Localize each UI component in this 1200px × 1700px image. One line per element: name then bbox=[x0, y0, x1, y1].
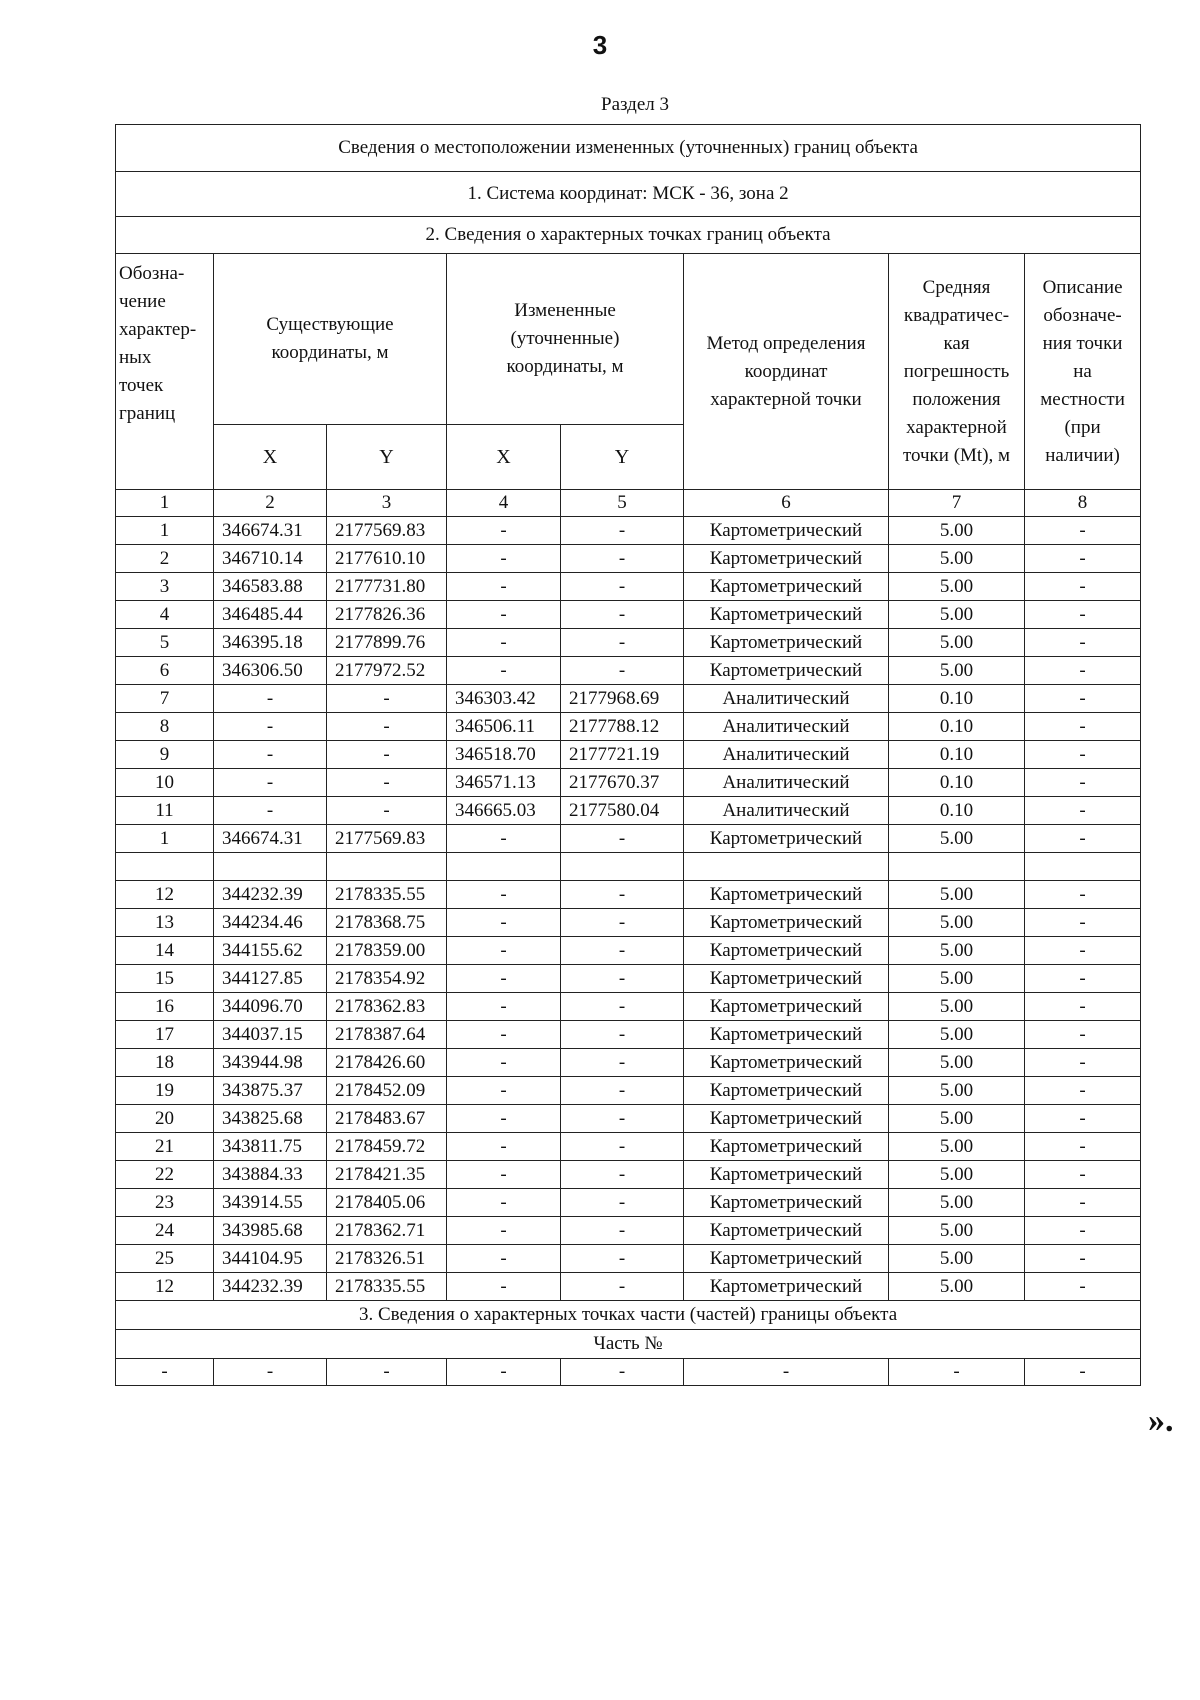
table-cell: - bbox=[1025, 769, 1141, 797]
table-cell: - bbox=[447, 1273, 561, 1301]
table-cell: 346583.88 bbox=[214, 573, 327, 601]
table-row bbox=[116, 909, 1141, 937]
table-cell: 2177968.69 bbox=[561, 685, 684, 713]
table-cell: 344232.39 bbox=[214, 1273, 327, 1301]
closing-quote: ». bbox=[1148, 1402, 1174, 1439]
table-cell: 2178354.92 bbox=[327, 965, 447, 993]
table-cell: 346665.03 bbox=[447, 797, 561, 825]
table-row bbox=[116, 1021, 1141, 1049]
part-number-label: Часть № bbox=[116, 1330, 1141, 1359]
table-cell: 5.00 bbox=[889, 965, 1025, 993]
header-method bbox=[684, 254, 889, 490]
table-cell: - bbox=[1025, 601, 1141, 629]
table-cell: Картометрический bbox=[684, 1021, 889, 1049]
table-cell: 2177788.12 bbox=[561, 713, 684, 741]
table-cell bbox=[116, 853, 214, 881]
table-cell: Аналитический bbox=[684, 769, 889, 797]
part-cell: - bbox=[447, 1359, 561, 1386]
table-cell: 5.00 bbox=[889, 1273, 1025, 1301]
table-row bbox=[116, 685, 1141, 713]
table-cell: - bbox=[1025, 1245, 1141, 1273]
table-cell: 344037.15 bbox=[214, 1021, 327, 1049]
table-cell: - bbox=[327, 797, 447, 825]
table-cell: - bbox=[214, 741, 327, 769]
table-cell: Картометрический bbox=[684, 965, 889, 993]
table-cell: 2177670.37 bbox=[561, 769, 684, 797]
table-cell bbox=[684, 853, 889, 881]
table-cell: 346674.31 bbox=[214, 517, 327, 545]
table-cell: - bbox=[1025, 1189, 1141, 1217]
table-cell: 346518.70 bbox=[447, 741, 561, 769]
table-cell: 344096.70 bbox=[214, 993, 327, 1021]
table-cell: 343875.37 bbox=[214, 1077, 327, 1105]
header-mse bbox=[889, 254, 1025, 490]
table-row bbox=[116, 713, 1141, 741]
table-cell: 5.00 bbox=[889, 573, 1025, 601]
table-cell: - bbox=[447, 965, 561, 993]
table-cell: 5.00 bbox=[889, 1189, 1025, 1217]
table-cell: 2178421.35 bbox=[327, 1161, 447, 1189]
table-cell: - bbox=[1025, 797, 1141, 825]
table-cell: - bbox=[1025, 1273, 1141, 1301]
table-cell: 19 bbox=[116, 1077, 214, 1105]
table-cell: - bbox=[327, 741, 447, 769]
table-cell: Картометрический bbox=[684, 993, 889, 1021]
part-cell: - bbox=[214, 1359, 327, 1386]
table-cell: 346303.42 bbox=[447, 685, 561, 713]
table-cell bbox=[214, 853, 327, 881]
table-row bbox=[116, 517, 1141, 545]
table-cell: - bbox=[447, 657, 561, 685]
table-cell: - bbox=[447, 825, 561, 853]
table-cell: - bbox=[1025, 825, 1141, 853]
table-row bbox=[116, 965, 1141, 993]
header-mse-text: Средняя квадратичес- кая погрешность положения характерной точки (Mt), м bbox=[902, 276, 1011, 466]
column-numbers-row bbox=[116, 490, 1141, 517]
table-cell: 2178335.55 bbox=[327, 1273, 447, 1301]
boundary-points-table bbox=[115, 124, 1141, 1386]
table-cell: 346306.50 bbox=[214, 657, 327, 685]
table-cell: 2178335.55 bbox=[327, 881, 447, 909]
table-cell: - bbox=[561, 825, 684, 853]
table-cell: Аналитический bbox=[684, 741, 889, 769]
table-row bbox=[116, 881, 1141, 909]
table-cell: - bbox=[447, 1049, 561, 1077]
table-cell: - bbox=[447, 601, 561, 629]
column-number: 6 bbox=[684, 490, 889, 517]
header-existing-x: X bbox=[214, 425, 327, 490]
table-cell: 12 bbox=[116, 881, 214, 909]
table-cell bbox=[1025, 853, 1141, 881]
table-cell bbox=[447, 853, 561, 881]
part-data-row bbox=[116, 1359, 1141, 1386]
table-row bbox=[116, 769, 1141, 797]
table-cell: Картометрический bbox=[684, 825, 889, 853]
table-cell: - bbox=[1025, 993, 1141, 1021]
table-cell: - bbox=[327, 685, 447, 713]
table-cell: 2178326.51 bbox=[327, 1245, 447, 1273]
table-cell: Картометрический bbox=[684, 1161, 889, 1189]
table-cell: 3 bbox=[116, 573, 214, 601]
table-cell: 5.00 bbox=[889, 1049, 1025, 1077]
table-cell: Картометрический bbox=[684, 573, 889, 601]
table-cell: Аналитический bbox=[684, 713, 889, 741]
table-cell: Картометрический bbox=[684, 1189, 889, 1217]
table-cell: 344127.85 bbox=[214, 965, 327, 993]
table-cell: 5.00 bbox=[889, 1105, 1025, 1133]
table-cell: Картометрический bbox=[684, 545, 889, 573]
table-cell: 344234.46 bbox=[214, 909, 327, 937]
table-cell: - bbox=[1025, 1077, 1141, 1105]
table-cell: 8 bbox=[116, 713, 214, 741]
header-designation-text: Обозна- чение характер- ных точек границ bbox=[119, 263, 197, 424]
table-cell: Аналитический bbox=[684, 685, 889, 713]
table-cell: 15 bbox=[116, 965, 214, 993]
table-cell: - bbox=[447, 881, 561, 909]
table-cell: Аналитический bbox=[684, 797, 889, 825]
table-cell: 2177569.83 bbox=[327, 825, 447, 853]
table-cell: - bbox=[447, 1217, 561, 1245]
table-cell: 25 bbox=[116, 1245, 214, 1273]
table-cell: 9 bbox=[116, 741, 214, 769]
table-cell: 7 bbox=[116, 685, 214, 713]
table-cell: 5.00 bbox=[889, 1077, 1025, 1105]
table-cell: 5.00 bbox=[889, 881, 1025, 909]
table-cell: 22 bbox=[116, 1161, 214, 1189]
table-cell: 346395.18 bbox=[214, 629, 327, 657]
table-cell: - bbox=[447, 1105, 561, 1133]
table-cell: 343825.68 bbox=[214, 1105, 327, 1133]
table-cell: 23 bbox=[116, 1189, 214, 1217]
table-cell: - bbox=[561, 573, 684, 601]
table-cell: - bbox=[561, 937, 684, 965]
column-number: 1 bbox=[116, 490, 214, 517]
table-cell: - bbox=[561, 965, 684, 993]
table-cell: - bbox=[327, 769, 447, 797]
table-cell: 5.00 bbox=[889, 629, 1025, 657]
table-title: Сведения о местоположении измененных (уточненных) границ объекта bbox=[116, 125, 1141, 172]
table-cell: - bbox=[447, 573, 561, 601]
table-cell: 344232.39 bbox=[214, 881, 327, 909]
table-cell: - bbox=[1025, 1161, 1141, 1189]
table-cell: 343985.68 bbox=[214, 1217, 327, 1245]
table-row bbox=[116, 853, 1141, 881]
table-row bbox=[116, 1189, 1141, 1217]
table-cell: 2177899.76 bbox=[327, 629, 447, 657]
column-number: 8 bbox=[1025, 490, 1141, 517]
table-cell: - bbox=[1025, 1105, 1141, 1133]
table-row bbox=[116, 545, 1141, 573]
table-cell: - bbox=[1025, 741, 1141, 769]
table-cell: 0.10 bbox=[889, 713, 1025, 741]
table-cell: - bbox=[1025, 629, 1141, 657]
table-row bbox=[116, 741, 1141, 769]
table-cell: - bbox=[447, 1189, 561, 1217]
table-row bbox=[116, 1049, 1141, 1077]
table-cell: 5.00 bbox=[889, 993, 1025, 1021]
table-cell: 343944.98 bbox=[214, 1049, 327, 1077]
table-cell: - bbox=[1025, 517, 1141, 545]
table-cell bbox=[327, 853, 447, 881]
table-cell: 5 bbox=[116, 629, 214, 657]
table-cell: 13 bbox=[116, 909, 214, 937]
table-cell: - bbox=[1025, 1217, 1141, 1245]
table-cell: - bbox=[447, 1245, 561, 1273]
table-cell: 346674.31 bbox=[214, 825, 327, 853]
table-cell: 0.10 bbox=[889, 685, 1025, 713]
table-cell: 346571.13 bbox=[447, 769, 561, 797]
table-cell: - bbox=[447, 629, 561, 657]
header-description-text: Описание обозначе- ния точки на местности (при наличии) bbox=[1040, 276, 1125, 466]
table-cell: - bbox=[1025, 1021, 1141, 1049]
table-cell: - bbox=[447, 545, 561, 573]
table-cell: 14 bbox=[116, 937, 214, 965]
table-cell: 4 bbox=[116, 601, 214, 629]
table-cell: - bbox=[1025, 1049, 1141, 1077]
table-cell: - bbox=[1025, 545, 1141, 573]
table-cell bbox=[561, 853, 684, 881]
table-cell: - bbox=[561, 1217, 684, 1245]
table-row bbox=[116, 601, 1141, 629]
table-cell: 20 bbox=[116, 1105, 214, 1133]
table-cell: - bbox=[1025, 685, 1141, 713]
table-cell: 2178426.60 bbox=[327, 1049, 447, 1077]
table-cell: - bbox=[214, 797, 327, 825]
part-cell: - bbox=[116, 1359, 214, 1386]
table-row bbox=[116, 1133, 1141, 1161]
table-cell: - bbox=[447, 1021, 561, 1049]
table-cell: 2178359.00 bbox=[327, 937, 447, 965]
table-cell: - bbox=[447, 1133, 561, 1161]
table-cell: 11 bbox=[116, 797, 214, 825]
table-cell: 2178405.06 bbox=[327, 1189, 447, 1217]
table-row bbox=[116, 825, 1141, 853]
table-cell: - bbox=[214, 769, 327, 797]
table-cell: - bbox=[561, 1273, 684, 1301]
header-existing-coords bbox=[214, 254, 447, 425]
table-cell: 5.00 bbox=[889, 1021, 1025, 1049]
table-cell: - bbox=[1025, 937, 1141, 965]
coordinate-system: 1. Система координат: МСК - 36, зона 2 bbox=[116, 172, 1141, 217]
table-cell: 21 bbox=[116, 1133, 214, 1161]
part-cell: - bbox=[561, 1359, 684, 1386]
table-cell: 346506.11 bbox=[447, 713, 561, 741]
table-row bbox=[116, 1161, 1141, 1189]
table-cell: 343914.55 bbox=[214, 1189, 327, 1217]
table-row bbox=[116, 993, 1141, 1021]
header-changed-text: Измененные (уточненные) координаты, м bbox=[506, 300, 624, 377]
table-cell: 2177826.36 bbox=[327, 601, 447, 629]
table-row bbox=[116, 1077, 1141, 1105]
table-cell: Картометрический bbox=[684, 1077, 889, 1105]
table-cell: - bbox=[561, 657, 684, 685]
header-designation bbox=[116, 254, 214, 490]
table-cell: 2177972.52 bbox=[327, 657, 447, 685]
table-cell: - bbox=[447, 993, 561, 1021]
table-cell: 6 bbox=[116, 657, 214, 685]
table-cell: - bbox=[561, 881, 684, 909]
table-cell: - bbox=[561, 517, 684, 545]
table-cell: Картометрический bbox=[684, 1273, 889, 1301]
table-cell: 5.00 bbox=[889, 1245, 1025, 1273]
table-cell: 346485.44 bbox=[214, 601, 327, 629]
table-row bbox=[116, 797, 1141, 825]
table-cell: - bbox=[561, 909, 684, 937]
table-cell: - bbox=[561, 993, 684, 1021]
table-cell: - bbox=[1025, 713, 1141, 741]
table-cell: - bbox=[561, 1021, 684, 1049]
table-row bbox=[116, 573, 1141, 601]
table-cell: - bbox=[561, 1049, 684, 1077]
table-cell bbox=[889, 853, 1025, 881]
table-cell: 5.00 bbox=[889, 545, 1025, 573]
table-cell: 24 bbox=[116, 1217, 214, 1245]
table-cell: - bbox=[447, 1077, 561, 1105]
table-cell: - bbox=[561, 601, 684, 629]
table-cell: 0.10 bbox=[889, 769, 1025, 797]
table-cell: 2178362.71 bbox=[327, 1217, 447, 1245]
table-cell: 5.00 bbox=[889, 825, 1025, 853]
part-cell: - bbox=[327, 1359, 447, 1386]
section-label: Раздел 3 bbox=[601, 94, 669, 115]
page-number: 3 bbox=[592, 30, 608, 60]
parts-heading: 3. Сведения о характерных точках части (частей) границы объекта bbox=[116, 1301, 1141, 1330]
part-cell: - bbox=[684, 1359, 889, 1386]
table-cell: - bbox=[561, 1077, 684, 1105]
table-cell: 346710.14 bbox=[214, 545, 327, 573]
table-cell: 17 bbox=[116, 1021, 214, 1049]
table-cell: 16 bbox=[116, 993, 214, 1021]
part-cell: - bbox=[1025, 1359, 1141, 1386]
table-cell: - bbox=[561, 1189, 684, 1217]
table-cell: - bbox=[561, 1105, 684, 1133]
table-cell: 1 bbox=[116, 825, 214, 853]
column-number: 5 bbox=[561, 490, 684, 517]
table-cell: Картометрический bbox=[684, 517, 889, 545]
table-cell: 5.00 bbox=[889, 517, 1025, 545]
table-cell: - bbox=[1025, 657, 1141, 685]
table-cell: Картометрический bbox=[684, 1245, 889, 1273]
table-row bbox=[116, 629, 1141, 657]
table-cell: 5.00 bbox=[889, 909, 1025, 937]
table-cell: - bbox=[561, 545, 684, 573]
table-row bbox=[116, 1105, 1141, 1133]
column-number: 4 bbox=[447, 490, 561, 517]
table-cell: Картометрический bbox=[684, 1105, 889, 1133]
column-number: 3 bbox=[327, 490, 447, 517]
table-cell: Картометрический bbox=[684, 601, 889, 629]
table-cell: 344104.95 bbox=[214, 1245, 327, 1273]
table-cell: 343884.33 bbox=[214, 1161, 327, 1189]
column-number: 7 bbox=[889, 490, 1025, 517]
table-cell: - bbox=[447, 937, 561, 965]
table-cell: - bbox=[214, 685, 327, 713]
table-cell: 1 bbox=[116, 517, 214, 545]
points-heading: 2. Сведения о характерных точках границ объекта bbox=[116, 217, 1141, 254]
table-cell: Картометрический bbox=[684, 1217, 889, 1245]
table-cell: 2177580.04 bbox=[561, 797, 684, 825]
header-existing-text: Существующие координаты, м bbox=[266, 314, 394, 363]
table-cell: - bbox=[214, 713, 327, 741]
header-changed-coords bbox=[447, 254, 684, 425]
table-cell: 344155.62 bbox=[214, 937, 327, 965]
table-cell: 5.00 bbox=[889, 1161, 1025, 1189]
table-cell: - bbox=[1025, 965, 1141, 993]
table-row bbox=[116, 657, 1141, 685]
table-cell: 2177610.10 bbox=[327, 545, 447, 573]
table-cell: - bbox=[447, 909, 561, 937]
table-cell: Картометрический bbox=[684, 629, 889, 657]
table-row bbox=[116, 1245, 1141, 1273]
table-cell: 2178368.75 bbox=[327, 909, 447, 937]
table-cell: - bbox=[1025, 881, 1141, 909]
table-cell: Картометрический bbox=[684, 937, 889, 965]
table-cell: 2177721.19 bbox=[561, 741, 684, 769]
table-cell: 2178459.72 bbox=[327, 1133, 447, 1161]
header-existing-y: Y bbox=[327, 425, 447, 490]
table-cell: - bbox=[447, 1161, 561, 1189]
table-cell: Картометрический bbox=[684, 909, 889, 937]
table-cell: - bbox=[1025, 1133, 1141, 1161]
table-cell: 2177731.80 bbox=[327, 573, 447, 601]
table-cell: - bbox=[561, 1133, 684, 1161]
column-number: 2 bbox=[214, 490, 327, 517]
table-row bbox=[116, 937, 1141, 965]
table-cell: 5.00 bbox=[889, 601, 1025, 629]
header-changed-y: Y bbox=[561, 425, 684, 490]
table-cell: Картометрический bbox=[684, 1049, 889, 1077]
table-cell: 5.00 bbox=[889, 657, 1025, 685]
header-method-text: Метод определения координат характерной точки bbox=[706, 332, 866, 410]
table-row bbox=[116, 1217, 1141, 1245]
table-cell: 2 bbox=[116, 545, 214, 573]
table-cell: 5.00 bbox=[889, 1217, 1025, 1245]
table-cell: 343811.75 bbox=[214, 1133, 327, 1161]
table-cell: 5.00 bbox=[889, 937, 1025, 965]
table-cell: - bbox=[1025, 573, 1141, 601]
table-row bbox=[116, 1273, 1141, 1301]
table-cell: - bbox=[1025, 909, 1141, 937]
table-cell: 12 bbox=[116, 1273, 214, 1301]
table-cell: 5.00 bbox=[889, 1133, 1025, 1161]
table-cell: Картометрический bbox=[684, 657, 889, 685]
table-cell: 2178483.67 bbox=[327, 1105, 447, 1133]
table-cell: - bbox=[561, 629, 684, 657]
header-description bbox=[1025, 254, 1141, 490]
table-cell: Картометрический bbox=[684, 881, 889, 909]
table-cell: - bbox=[327, 713, 447, 741]
table-cell: 2178362.83 bbox=[327, 993, 447, 1021]
table-cell: Картометрический bbox=[684, 1133, 889, 1161]
table-cell: - bbox=[561, 1161, 684, 1189]
table-cell: 2178387.64 bbox=[327, 1021, 447, 1049]
table-cell: 10 bbox=[116, 769, 214, 797]
table-cell: - bbox=[447, 517, 561, 545]
header-changed-x: X bbox=[447, 425, 561, 490]
table-cell: - bbox=[561, 1245, 684, 1273]
part-cell: - bbox=[889, 1359, 1025, 1386]
table-cell: 18 bbox=[116, 1049, 214, 1077]
table-cell: 2178452.09 bbox=[327, 1077, 447, 1105]
table-cell: 2177569.83 bbox=[327, 517, 447, 545]
table-cell: 0.10 bbox=[889, 741, 1025, 769]
table-cell: 0.10 bbox=[889, 797, 1025, 825]
